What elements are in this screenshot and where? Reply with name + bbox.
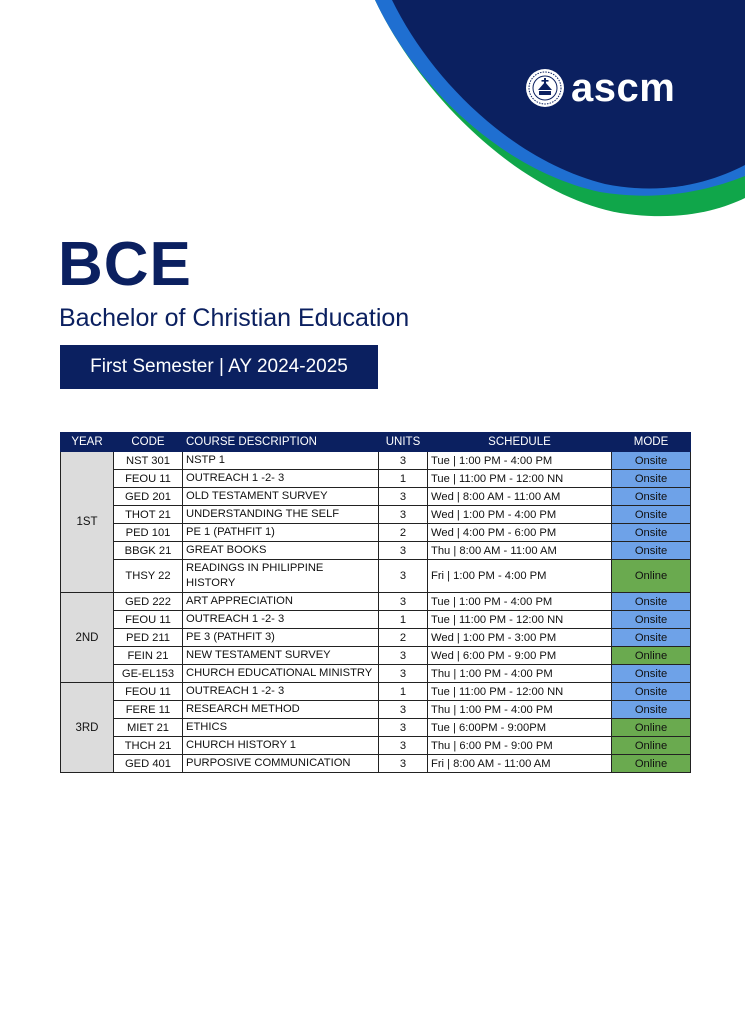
course-code-cell: FEOU 11 (114, 683, 183, 701)
header-corner-decoration (0, 0, 745, 230)
table-row (61, 524, 691, 542)
course-code-cell: GED 222 (114, 593, 183, 611)
program-name: Bachelor of Christian Education (59, 304, 410, 332)
schedule-cell: Fri | 8:00 AM - 11:00 AM (428, 755, 612, 773)
mode-cell: Online (612, 647, 691, 665)
course-code-cell: PED 211 (114, 629, 183, 647)
mode-cell: Onsite (612, 665, 691, 683)
course-description-cell: UNDERSTANDING THE SELF (183, 506, 379, 524)
units-cell: 3 (379, 488, 428, 506)
mode-cell: Onsite (612, 488, 691, 506)
table-row (61, 560, 691, 593)
schedule-cell: Wed | 1:00 PM - 4:00 PM (428, 506, 612, 524)
course-code-cell: GE-EL153 (114, 665, 183, 683)
brand-name: ascm (571, 66, 676, 110)
header-schedule: SCHEDULE (428, 433, 612, 452)
header-units: UNITS (379, 433, 428, 452)
course-code-cell: THSY 22 (114, 560, 183, 593)
units-cell: 1 (379, 683, 428, 701)
course-description-cell: CHURCH HISTORY 1 (183, 737, 379, 755)
units-cell: 2 (379, 629, 428, 647)
mode-cell: Onsite (612, 611, 691, 629)
course-description-cell: RESEARCH METHOD (183, 701, 379, 719)
course-code-cell: FERE 11 (114, 701, 183, 719)
header-year: YEAR (61, 433, 114, 452)
table-row (61, 542, 691, 560)
schedule-cell: Wed | 1:00 PM - 3:00 PM (428, 629, 612, 647)
year-level-cell: 1ST (61, 452, 114, 593)
course-description-cell: PURPOSIVE COMMUNICATION (183, 755, 379, 773)
course-description-cell: ETHICS (183, 719, 379, 737)
schedule-cell: Thu | 8:00 AM - 11:00 AM (428, 542, 612, 560)
course-description-cell: GREAT BOOKS (183, 542, 379, 560)
table-row (61, 611, 691, 629)
course-description-cell: OUTREACH 1 -2- 3 (183, 470, 379, 488)
semester-label: First Semester | AY 2024-2025 (90, 356, 348, 377)
units-cell: 2 (379, 524, 428, 542)
course-description-cell: OUTREACH 1 -2- 3 (183, 683, 379, 701)
mode-cell: Onsite (612, 524, 691, 542)
course-code-cell: FEOU 11 (114, 470, 183, 488)
schedule-cell: Tue | 11:00 PM - 12:00 NN (428, 470, 612, 488)
table-row (61, 719, 691, 737)
table-row (61, 470, 691, 488)
course-description-cell: PE 3 (PATHFIT 3) (183, 629, 379, 647)
mode-cell: Onsite (612, 683, 691, 701)
mode-cell: Online (612, 719, 691, 737)
table-row (61, 665, 691, 683)
mode-cell: Onsite (612, 593, 691, 611)
units-cell: 3 (379, 755, 428, 773)
table-row (61, 593, 691, 611)
course-code-cell: PED 101 (114, 524, 183, 542)
schedule-cell: Wed | 6:00 PM - 9:00 PM (428, 647, 612, 665)
course-description-cell: OUTREACH 1 -2- 3 (183, 611, 379, 629)
schedule-cell: Wed | 4:00 PM - 6:00 PM (428, 524, 612, 542)
header-description: COURSE DESCRIPTION (183, 433, 379, 452)
course-description-cell: ART APPRECIATION (183, 593, 379, 611)
schedule-table (60, 432, 691, 773)
table-row (61, 506, 691, 524)
schedule-cell: Tue | 6:00PM - 9:00PM (428, 719, 612, 737)
units-cell: 3 (379, 719, 428, 737)
mode-cell: Onsite (612, 506, 691, 524)
semester-banner (60, 345, 378, 389)
course-description-cell: NSTP 1 (183, 452, 379, 470)
mode-cell: Online (612, 737, 691, 755)
units-cell: 3 (379, 701, 428, 719)
schedule-cell: Tue | 1:00 PM - 4:00 PM (428, 593, 612, 611)
year-level-cell: 3RD (61, 683, 114, 773)
table-row (61, 647, 691, 665)
program-code: BCE (58, 230, 192, 299)
course-code-cell: MIET 21 (114, 719, 183, 737)
course-description-cell: PE 1 (PATHFIT 1) (183, 524, 379, 542)
course-description-cell: NEW TESTAMENT SURVEY (183, 647, 379, 665)
course-code-cell: GED 201 (114, 488, 183, 506)
schedule-cell: Tue | 11:00 PM - 12:00 NN (428, 611, 612, 629)
table-row (61, 755, 691, 773)
units-cell: 3 (379, 665, 428, 683)
schedule-cell: Thu | 1:00 PM - 4:00 PM (428, 701, 612, 719)
units-cell: 1 (379, 470, 428, 488)
schedule-cell: Tue | 11:00 PM - 12:00 NN (428, 683, 612, 701)
units-cell: 3 (379, 737, 428, 755)
table-row (61, 737, 691, 755)
table-header-row (61, 433, 691, 452)
table-row (61, 488, 691, 506)
course-code-cell: GED 401 (114, 755, 183, 773)
schedule-cell: Thu | 1:00 PM - 4:00 PM (428, 665, 612, 683)
mode-cell: Onsite (612, 542, 691, 560)
table-row (61, 452, 691, 470)
course-code-cell: FEIN 21 (114, 647, 183, 665)
mode-cell: Online (612, 560, 691, 593)
units-cell: 3 (379, 452, 428, 470)
course-description-cell: READINGS IN PHILIPPINE HISTORY (183, 560, 379, 593)
mode-cell: Onsite (612, 470, 691, 488)
year-level-cell: 2ND (61, 593, 114, 683)
course-code-cell: THCH 21 (114, 737, 183, 755)
schedule-cell: Wed | 8:00 AM - 11:00 AM (428, 488, 612, 506)
mode-cell: Onsite (612, 629, 691, 647)
units-cell: 3 (379, 647, 428, 665)
units-cell: 3 (379, 593, 428, 611)
table-row (61, 683, 691, 701)
course-description-cell: OLD TESTAMENT SURVEY (183, 488, 379, 506)
course-code-cell: NST 301 (114, 452, 183, 470)
schedule-cell: Thu | 6:00 PM - 9:00 PM (428, 737, 612, 755)
schedule-cell: Tue | 1:00 PM - 4:00 PM (428, 452, 612, 470)
brand-logo (525, 65, 675, 111)
course-code-cell: FEOU 11 (114, 611, 183, 629)
units-cell: 3 (379, 560, 428, 593)
table-row (61, 629, 691, 647)
table-row (61, 701, 691, 719)
header-code: CODE (114, 433, 183, 452)
schedule-cell: Fri | 1:00 PM - 4:00 PM (428, 560, 612, 593)
course-code-cell: THOT 21 (114, 506, 183, 524)
units-cell: 3 (379, 542, 428, 560)
schedule-table-body (61, 452, 691, 773)
school-seal-icon (525, 68, 565, 108)
mode-cell: Onsite (612, 701, 691, 719)
course-description-cell: CHURCH EDUCATIONAL MINISTRY (183, 665, 379, 683)
mode-cell: Onsite (612, 452, 691, 470)
mode-cell: Online (612, 755, 691, 773)
units-cell: 1 (379, 611, 428, 629)
course-code-cell: BBGK 21 (114, 542, 183, 560)
header-mode: MODE (612, 433, 691, 452)
units-cell: 3 (379, 506, 428, 524)
